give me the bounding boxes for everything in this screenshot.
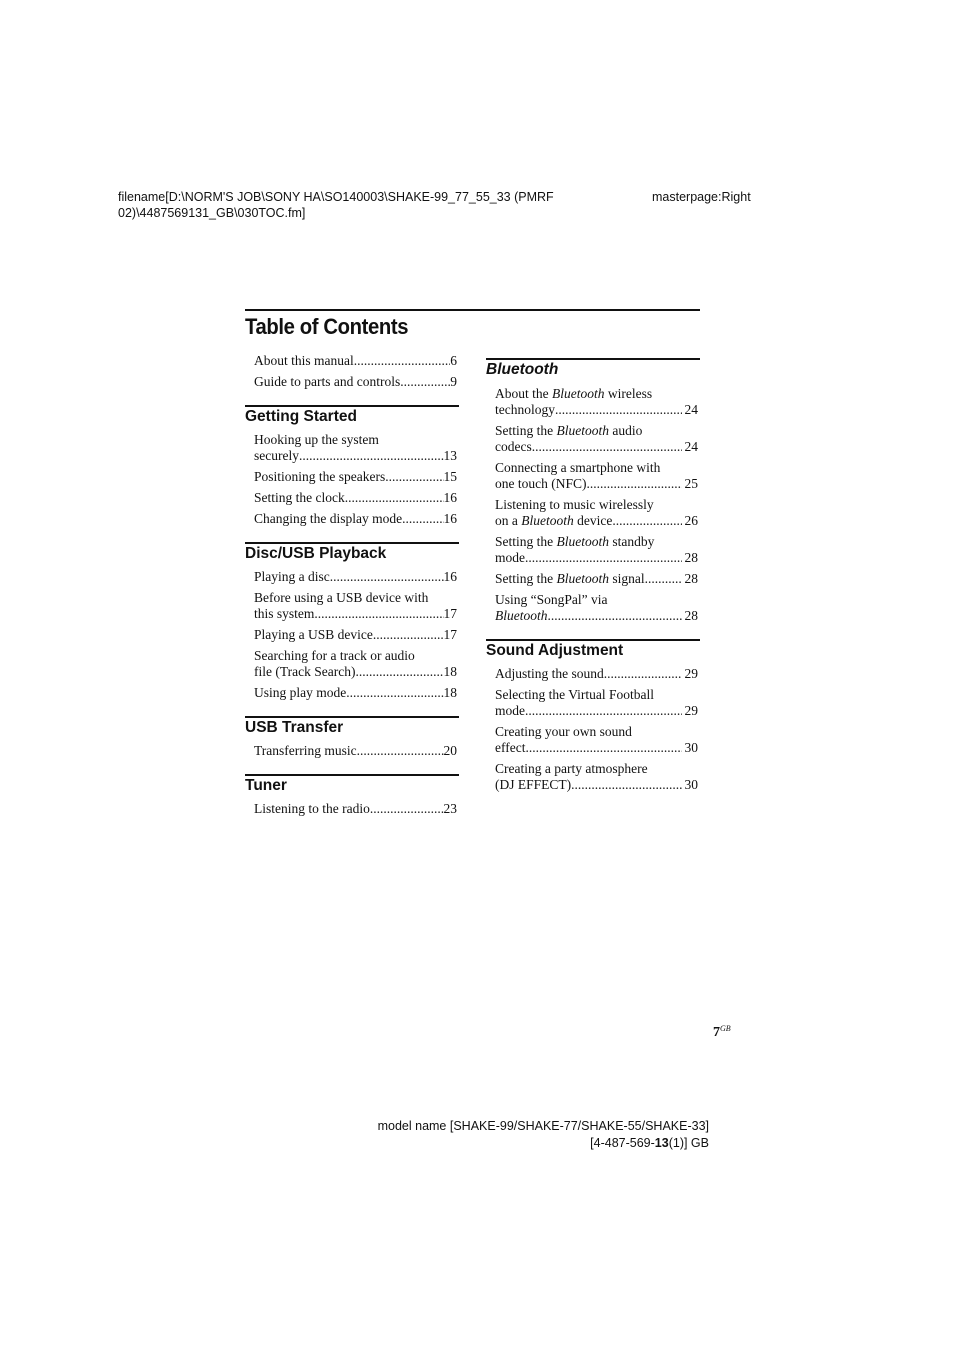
entry-text-part: wireless <box>604 386 653 401</box>
entry-text: Setting the clock <box>254 490 345 505</box>
toc-entry[interactable] <box>495 724 698 756</box>
entry-text: About this manual <box>254 353 354 368</box>
toc-entry[interactable] <box>254 374 457 390</box>
toc-entry[interactable] <box>254 432 457 464</box>
entry-text: technology <box>495 402 555 417</box>
entry-text-part: standby <box>609 534 655 549</box>
entry-text: Transferring music <box>254 743 357 758</box>
entry-page: 20 <box>443 743 457 758</box>
entry-text-italic: Bluetooth <box>556 423 609 438</box>
entry-page: 15 <box>443 469 457 484</box>
entry-page: 28 <box>684 550 698 565</box>
usb-transfer-entries <box>245 743 459 759</box>
entry-text-line1 <box>495 534 698 550</box>
entry-text: Positioning the speakers <box>254 469 386 484</box>
toc-entry[interactable] <box>254 627 457 643</box>
entry-page: 16 <box>443 569 457 584</box>
entry-text-part: Setting the <box>495 423 557 438</box>
part-code <box>378 1135 709 1152</box>
entry-text: mode <box>495 550 525 565</box>
entry-text: Listening to the radio <box>254 801 370 816</box>
part-code-b: 13 <box>654 1136 669 1150</box>
entry-text <box>495 608 548 624</box>
entry-text: this system <box>254 606 315 621</box>
entry-text-line1: Searching for a track or audio <box>254 648 415 663</box>
entry-text-part: audio <box>609 423 643 438</box>
entry-text-line1 <box>495 386 698 402</box>
entry-text-line1: Listening to music wirelessly <box>495 497 654 512</box>
entry-page: 28 <box>684 571 698 586</box>
entry-text: (DJ EFFECT) <box>495 777 572 792</box>
entry-page: 16 <box>443 511 457 526</box>
page-title: Table of Contents <box>245 314 409 339</box>
toc-entry[interactable] <box>495 423 698 455</box>
page-number-suffix: GB <box>720 1024 731 1033</box>
entry-page: 30 <box>684 740 698 755</box>
toc-entry[interactable] <box>495 571 698 587</box>
entry-page: 6 <box>450 353 457 368</box>
entry-text-line1: Connecting a smartphone with <box>495 460 661 475</box>
toc-entry[interactable] <box>254 490 457 506</box>
entry-page: 24 <box>684 439 698 454</box>
entry-page: 13 <box>443 448 457 463</box>
entry-page: 30 <box>684 777 698 792</box>
toc-entry[interactable] <box>495 592 698 624</box>
disc-usb-entries <box>245 569 459 701</box>
entry-page: 25 <box>684 476 698 491</box>
toc-entry[interactable] <box>254 590 457 622</box>
entry-text-line1: Hooking up the system <box>254 432 379 447</box>
entry-text: Playing a USB device <box>254 627 373 642</box>
page-number-value: 7 <box>713 1025 720 1040</box>
entry-text-part: Setting the <box>495 534 557 549</box>
toc-entry[interactable] <box>254 469 457 485</box>
entry-page: 29 <box>684 666 698 681</box>
getting-started-entries <box>245 432 459 527</box>
filename-line-2: 02)\4487569131_GB\030TOC.fm] <box>118 206 306 220</box>
entry-text: Guide to parts and controls <box>254 374 401 389</box>
entry-text: securely <box>254 448 299 463</box>
entry-text-italic: Bluetooth <box>552 386 605 401</box>
entry-text-part: on a <box>495 513 522 528</box>
toc-entry[interactable] <box>254 353 457 369</box>
toc-entry[interactable] <box>495 666 698 682</box>
entry-text-part: About the <box>495 386 552 401</box>
toc-entry[interactable] <box>495 687 698 719</box>
bluetooth-entries <box>486 386 700 624</box>
entry-text-line1: Using “SongPal” via <box>495 592 608 607</box>
entry-page: 18 <box>443 685 457 700</box>
section-heading-bluetooth: Bluetooth <box>486 358 700 380</box>
part-code-a: [4-487-569- <box>590 1136 655 1150</box>
entry-page: 9 <box>450 374 457 389</box>
model-name: model name [SHAKE-99/SHAKE-77/SHAKE-55/SHAKE-33] <box>377 1119 709 1133</box>
entry-text-part: device <box>573 513 613 528</box>
toc-right-column <box>486 358 700 798</box>
part-code-c: (1)] GB <box>668 1136 709 1150</box>
entry-text-italic: Bluetooth <box>495 608 548 623</box>
entry-text-line1: Creating your own sound <box>495 724 632 739</box>
toc-entry[interactable] <box>254 511 457 527</box>
toc-entry[interactable] <box>254 648 457 680</box>
toc-entry[interactable] <box>495 497 698 529</box>
entry-text-line1: Creating a party atmosphere <box>495 761 648 776</box>
entry-text-part: Setting the <box>495 571 557 586</box>
section-heading-tuner: Tuner <box>245 774 459 796</box>
tuner-entries <box>245 801 459 817</box>
toc-entry[interactable] <box>495 761 698 793</box>
section-heading-getting-started: Getting Started <box>245 405 459 427</box>
entry-text-line1 <box>495 423 698 439</box>
masterpage-header: masterpage:Right <box>652 190 751 204</box>
entry-page: 28 <box>684 608 698 623</box>
entry-page: 16 <box>443 490 457 505</box>
entry-text <box>495 513 612 529</box>
model-footer <box>378 1118 709 1152</box>
section-heading-sound-adjustment: Sound Adjustment <box>486 639 700 661</box>
sound-adjustment-entries <box>486 666 700 793</box>
entry-text <box>495 571 645 587</box>
entry-text-italic: Bluetooth <box>556 534 609 549</box>
entry-text: Playing a disc <box>254 569 330 584</box>
toc-entry[interactable] <box>495 534 698 566</box>
toc-left-column <box>245 353 459 822</box>
entry-text: effect <box>495 740 526 755</box>
entry-text: file (Track Search) <box>254 664 356 679</box>
entry-text: Adjusting the sound <box>495 666 604 681</box>
entry-text: mode <box>495 703 525 718</box>
section-heading-usb-transfer: USB Transfer <box>245 716 459 738</box>
entry-page: 18 <box>443 664 457 679</box>
intro-entries <box>245 353 459 390</box>
toc-entry[interactable] <box>254 743 457 759</box>
entry-text-line1: Selecting the Virtual Football <box>495 687 655 702</box>
entry-text-line1: Before using a USB device with <box>254 590 429 605</box>
toc-entry[interactable] <box>254 569 457 585</box>
filename-header <box>118 189 588 221</box>
toc-entry[interactable] <box>495 460 698 492</box>
entry-text-part: signal <box>609 571 645 586</box>
entry-page: 24 <box>684 402 698 417</box>
page-number <box>713 1024 731 1041</box>
entry-page: 29 <box>684 703 698 718</box>
entry-text-italic: Bluetooth <box>521 513 574 528</box>
entry-text: one touch (NFC) <box>495 476 587 491</box>
section-heading-disc-usb: Disc/USB Playback <box>245 542 459 564</box>
entry-text: Using play mode <box>254 685 347 700</box>
entry-text-italic: Bluetooth <box>556 571 609 586</box>
entry-page: 17 <box>443 627 457 642</box>
entry-page: 17 <box>443 606 457 621</box>
toc-entry[interactable] <box>495 386 698 418</box>
entry-page: 23 <box>443 801 457 816</box>
toc-title-block <box>245 309 700 340</box>
toc-entry[interactable] <box>254 801 457 817</box>
filename-line-1: filename[D:\NORM'S JOB\SONY HA\SO140003\SHAKE-99_77_55_33 (PMRF <box>118 190 554 204</box>
entry-page: 26 <box>684 513 698 528</box>
entry-text: codecs <box>495 439 532 454</box>
entry-text: Changing the display mode <box>254 511 403 526</box>
toc-entry[interactable] <box>254 685 457 701</box>
